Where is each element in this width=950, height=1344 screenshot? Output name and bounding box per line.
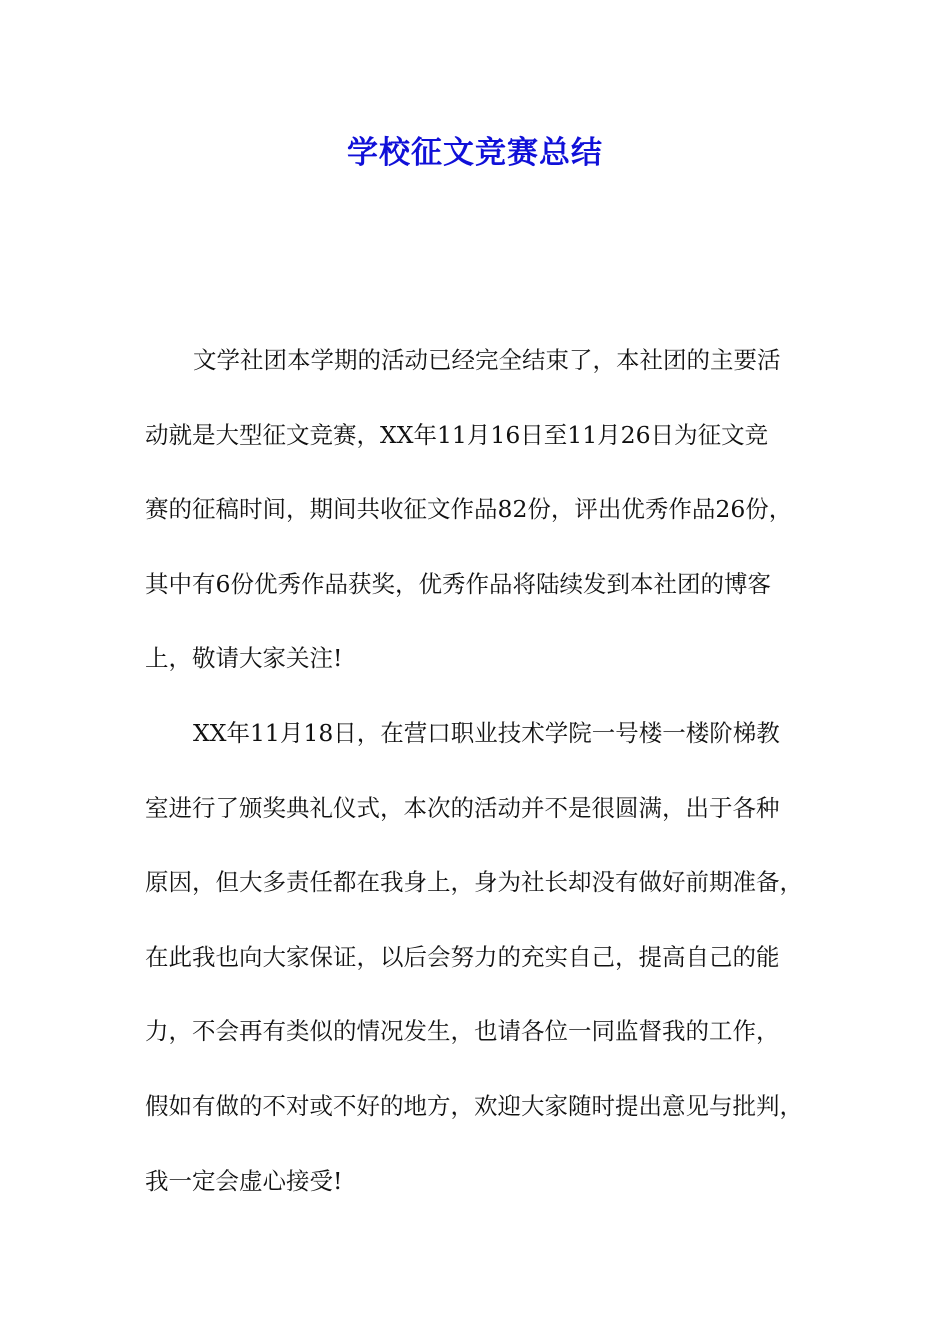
paragraph-line: 动就是大型征文竞赛，XX年11月16日至11月26日为征文竞 [145,420,769,449]
paragraph-line: 上，敬请大家关注! [145,644,343,673]
document-title: 学校征文竞赛总结 [347,135,603,171]
paragraph-line: 假如有做的不对或不好的地方，欢迎大家随时提出意见与批判， [145,1091,803,1120]
paragraph-line: 赛的征稿时间，期间共收征文作品82份，评出优秀作品26份， [145,495,793,524]
paragraph-line: 原因，但大多责任都在我身上，身为社长却没有做好前期准备， [145,868,803,897]
paragraph-line: 其中有6份优秀作品获奖，优秀作品将陆续发到本社团的博客 [145,569,771,598]
paragraph-line: 力，不会再有类似的情况发生，也请各位一同监督我的工作， [145,1017,780,1046]
paragraph-line: 室进行了颁奖典礼仪式，本次的活动并不是很圆满，出于各种 [145,793,780,822]
paragraph-line: 文学社团本学期的活动已经完全结束了，本社团的主要活 [193,346,781,374]
paragraph-2 [145,708,810,1230]
paragraph-line: XX年11月18日，在营口职业技术学院一号楼一楼阶梯教 [193,718,780,747]
paragraph-line: 在此我也向大家保证，以后会努力的充实自己，提高自己的能 [145,942,780,971]
paragraph-1 [145,335,810,708]
document-body [145,335,810,1230]
paragraph-line: 我一定会虚心接受! [145,1166,343,1195]
